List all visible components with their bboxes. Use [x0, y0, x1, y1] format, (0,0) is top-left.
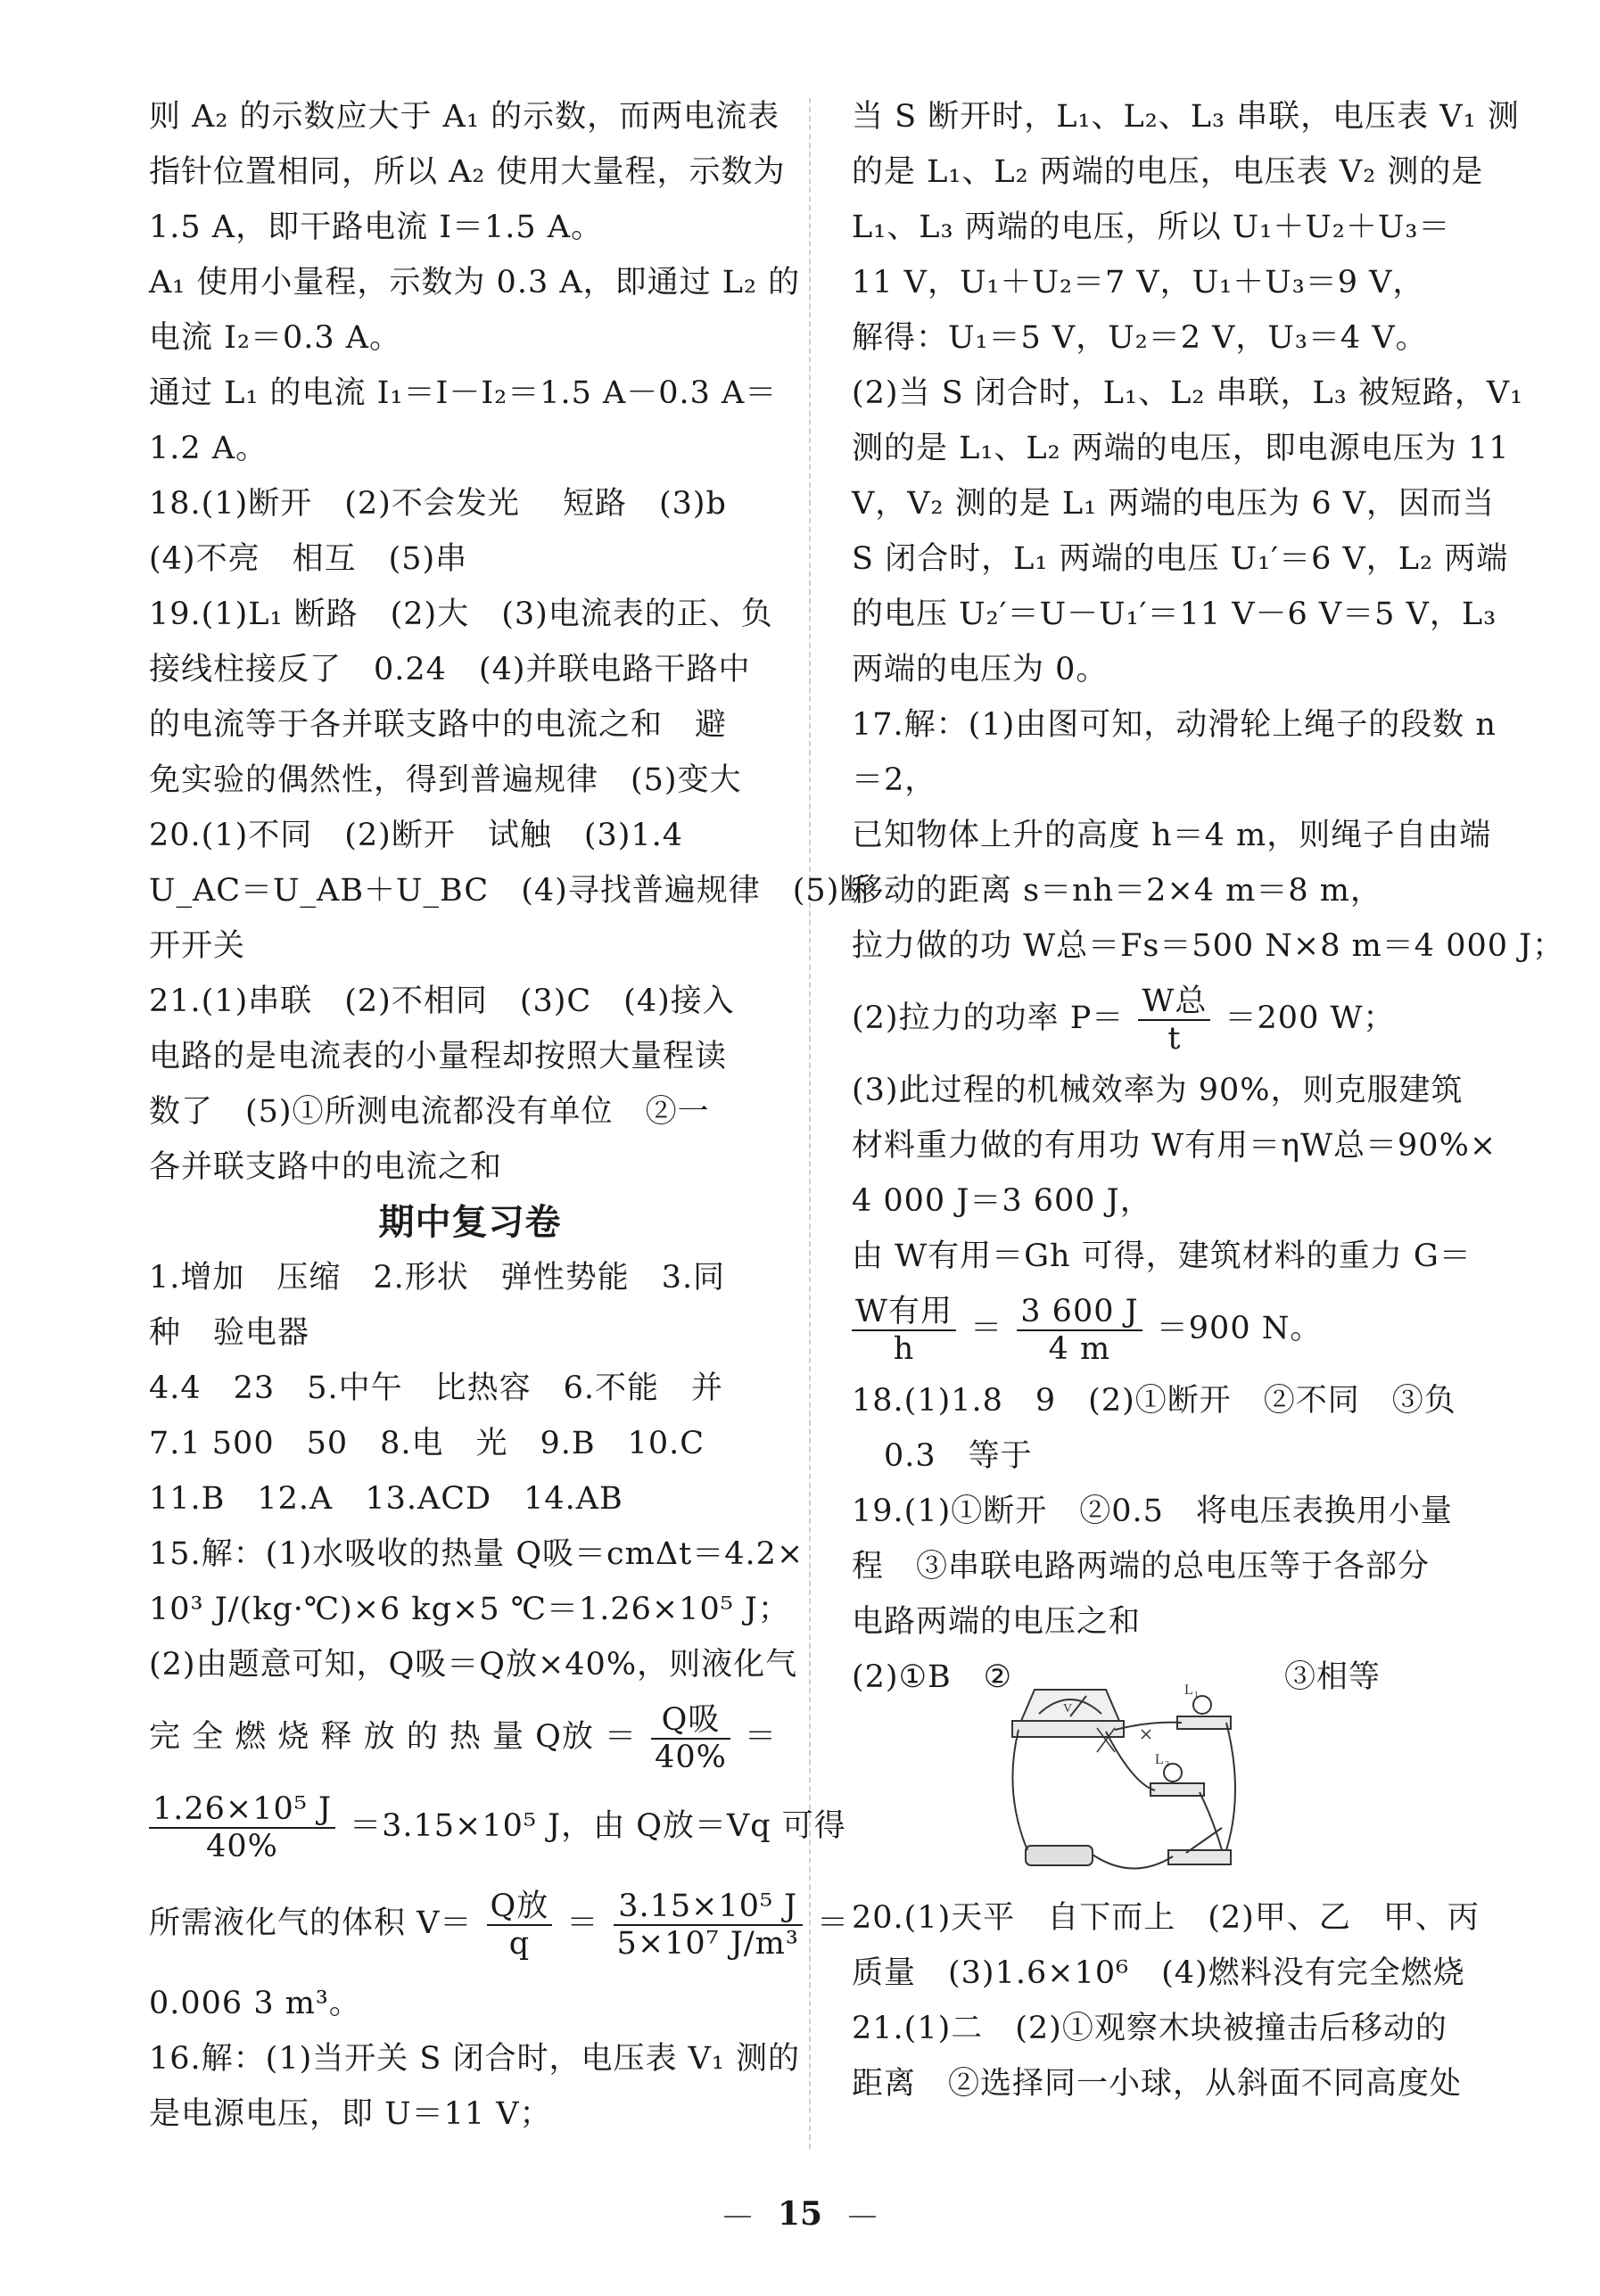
text-line: 15.解：(1)水吸收的热量 Q吸＝cmΔt＝4.2× [149, 1536, 804, 1572]
text-line: 4.4 23 5.中午 比热容 6.不能 并 [149, 1370, 723, 1406]
footer-dash [724, 2216, 751, 2218]
text-line: 指针位置相同，所以 A₂ 使用大量程，示数为 [149, 154, 786, 190]
text-line: (2)当 S 闭合时，L₁、L₂ 串联，L₃ 被短路，V₁ [852, 375, 1524, 411]
left-column [149, 89, 872, 2142]
l2-label: L₂ [1155, 1752, 1171, 1767]
text-line: 10³ J/(kg·℃)×6 kg×5 ℃＝1.26×10⁵ J； [149, 1592, 790, 1627]
text-line: 两端的电压为 0。 [852, 652, 1109, 687]
fraction-numerator: 3 600 J [1017, 1294, 1142, 1331]
text-line: 材料重力做的有用功 W有用＝ηW总＝90%× [852, 1128, 1497, 1164]
fraction [614, 1889, 803, 1962]
text-line: (3)此过程的机械效率为 90%，则克服建筑 [852, 1073, 1464, 1108]
text-line: L₁、L₃ 两端的电压，所以 U₁＋U₂＋U₃＝ [852, 210, 1451, 245]
text-line: 免实验的偶然性，得到普遍规律 (5)变大 [149, 762, 742, 798]
text-line: 的电流等于各并联支路中的电流之和 避 [149, 707, 728, 743]
answer-text: (2)①B ② [852, 1659, 1013, 1695]
text-line: 通过 L₁ 的电流 I₁＝I－I₂＝1.5 A－0.3 A＝ [149, 375, 778, 411]
page-number: 15 [777, 2195, 823, 2233]
text-line: 1.5 A，即干路电流 I＝1.5 A。 [149, 210, 604, 245]
text-line: 0.006 3 m³。 [149, 1986, 361, 2021]
text-line: S 闭合时，L₁ 两端的电压 U₁′＝6 V，L₂ 两端 [852, 541, 1509, 577]
text-line: 解得：U₁＝5 V，U₂＝2 V，U₃＝4 V。 [852, 320, 1428, 356]
right-column [852, 89, 1565, 2111]
formula-text: 所需液化气的体积 V＝ [149, 1905, 473, 1941]
text-line: 4 000 J＝3 600 J， [852, 1183, 1152, 1219]
fraction-numerator: Q吸 [651, 1702, 730, 1740]
l1-label: L₁ [1184, 1683, 1200, 1698]
fraction-denominator: 40% [655, 1739, 727, 1775]
text-line: 21.(1)串联 (2)不相同 (3)C (4)接入 [149, 983, 735, 1019]
footer-dash [849, 2216, 876, 2218]
text-line: (4)不亮 相互 (5)串 [149, 541, 468, 577]
text-line: 的电压 U₂′＝U－U₁′＝11 V－6 V＝5 V，L₃ [852, 597, 1497, 632]
text-line: A₁ 使用小量程，示数为 0.3 A，即通过 L₂ 的 [149, 265, 801, 300]
fraction [149, 1791, 335, 1864]
formula-text: ＝200 W； [1225, 1000, 1396, 1036]
formula-line [149, 1782, 846, 1871]
text-line: 1.2 A。 [149, 431, 268, 466]
text-line: 距离 ②选择同一小球，从斜面不同高度处 [852, 2066, 1463, 2102]
text-line: 数了 (5)①所测电流都没有单位 ②一 [149, 1094, 710, 1130]
fraction [1017, 1294, 1142, 1367]
formula-text: 完 全 燃 烧 释 放 的 热 量 Q放 ＝ [149, 1719, 637, 1755]
text-line: 则 A₂ 的示数应大于 A₁ 的示数，而两电流表 [149, 99, 780, 135]
text-line: 17.解：(1)由图可知，动滑轮上绳子的段数 n [852, 707, 1497, 743]
text-line: 20.(1)不同 (2)断开 试触 (3)1.4 [149, 818, 684, 853]
text-line: 7.1 500 50 8.电 光 9.B 10.C [149, 1426, 705, 1461]
formula-text: ＝ [817, 1905, 850, 1941]
fraction-numerator: 1.26×10⁵ J [149, 1791, 335, 1829]
text-line: (2)由题意可知，Q吸＝Q放×40%，则液化气 [149, 1647, 798, 1683]
bulb-l2-icon [1151, 1783, 1204, 1796]
text-line: 11.B 12.A 13.ACD 14.AB [149, 1481, 623, 1517]
text-line: 开开关 [149, 928, 246, 964]
formula-text: (2)拉力的功率 P＝ [852, 1000, 1125, 1036]
text-line: 电路两端的电压之和 [852, 1604, 1142, 1640]
formula-text: ＝ [745, 1719, 778, 1755]
fraction-denominator: 40% [206, 1828, 278, 1864]
text-line: 的是 L₁、L₂ 两端的电压，电压表 V₂ 测的是 [852, 154, 1484, 190]
text-line: 程 ③串联电路两端的总电压等于各部分 [852, 1549, 1431, 1584]
fraction-denominator: h [893, 1330, 915, 1367]
text-line: V，V₂ 测的是 L₁ 两端的电压为 6 V，因而当 [852, 486, 1496, 522]
text-line: 21.(1)二 (2)①观察木块被撞击后移动的 [852, 2011, 1447, 2046]
voltmeter-label: V [1063, 1702, 1074, 1716]
text-line: 18.(1)1.8 9 (2)①断开 ②不同 ③负 [852, 1383, 1456, 1419]
text-line: ＝2， [852, 762, 937, 798]
section-title: 期中复习卷 [378, 1201, 562, 1243]
fraction-numerator: Q放 [487, 1889, 553, 1926]
fraction [651, 1702, 730, 1775]
text-line: 接线柱接反了 0.24 (4)并联电路干路中 [149, 652, 751, 687]
fraction [852, 1294, 956, 1367]
text-line: 电路的是电流表的小量程却按照大量程读 [149, 1039, 728, 1074]
circuit-figure-row [852, 1650, 1476, 1890]
text-line: 电流 I₂＝0.3 A。 [149, 320, 402, 356]
text-line: 测的是 L₁、L₂ 两端的电压，即电源电压为 11 [852, 431, 1510, 466]
fraction-numerator: W总 [1138, 983, 1210, 1021]
text-line: 种 验电器 [149, 1315, 310, 1351]
text-line: 18.(1)断开 (2)不会发光 短路 (3)b [149, 486, 727, 522]
formula-line [149, 1692, 791, 1782]
formula-text: ＝ [566, 1905, 599, 1941]
text-line: 移动的距离 s＝nh＝2×4 m＝8 m， [852, 873, 1382, 909]
battery-icon [1026, 1846, 1093, 1865]
fraction-denominator: 4 m [1048, 1330, 1111, 1367]
fraction-denominator: q [508, 1925, 531, 1962]
text-line: 拉力做的功 W总＝Fs＝500 N×8 m＝4 000 J； [852, 928, 1565, 964]
formula-text: ＝3.15×10⁵ J，由 Q放＝Vq 可得 [350, 1808, 846, 1844]
formula-text: ＝900 N。 [1156, 1311, 1323, 1346]
text-line: 当 S 断开时，L₁、L₂、L₃ 串联，电压表 V₁ 测 [852, 99, 1520, 135]
bulb-l1-icon [1177, 1716, 1231, 1729]
formula-text: ＝ [970, 1311, 1003, 1346]
text-line: 20.(1)天平 自下而上 (2)甲、乙 甲、丙 [852, 1900, 1480, 1936]
fraction-denominator: 5×10⁷ J/m³ [616, 1925, 799, 1962]
text-line: 16.解：(1)当开关 S 闭合时，电压表 V₁ 测的 [149, 2041, 801, 2077]
circuit-diagram [1008, 1667, 1249, 1886]
text-line: 由 W有用＝Gh 可得，建筑材料的重力 G＝ [852, 1239, 1472, 1274]
text-line: 0.3 等于 [884, 1438, 1033, 1474]
text-line: 是电源电压，即 U＝11 V； [149, 2096, 552, 2132]
fraction-numerator: 3.15×10⁵ J [614, 1889, 803, 1926]
switch-icon [1168, 1850, 1231, 1864]
answer-text: ③相等 [1284, 1659, 1381, 1695]
text-line: 各并联支路中的电流之和 [149, 1149, 503, 1185]
formula-line [852, 974, 1476, 1063]
text-line: 19.(1)L₁ 断路 (2)大 (3)电流表的正、负 [149, 597, 773, 632]
text-line: 质量 (3)1.6×10⁶ (4)燃料没有完全燃烧 [852, 1955, 1465, 1991]
page-footer [0, 2195, 1600, 2233]
text-line: 1.增加 压缩 2.形状 弹性势能 3.同 [149, 1260, 726, 1296]
fraction [1138, 983, 1210, 1057]
formula-line [149, 1871, 850, 1976]
text-line: 已知物体上升的高度 h＝4 m，则绳子自由端 [852, 818, 1492, 853]
formula-line [852, 1284, 1476, 1373]
text-line: 11 V，U₁＋U₂＝7 V，U₁＋U₃＝9 V， [852, 265, 1425, 300]
text-line: U_AC＝U_AB＋U_BC (4)寻找普遍规律 (5)断 [149, 873, 872, 909]
text-line: 19.(1)①断开 ②0.5 将电压表换用小量 [852, 1494, 1453, 1529]
fraction-denominator: t [1167, 1020, 1182, 1057]
fraction-numerator: W有用 [852, 1294, 956, 1331]
fraction [487, 1889, 553, 1962]
